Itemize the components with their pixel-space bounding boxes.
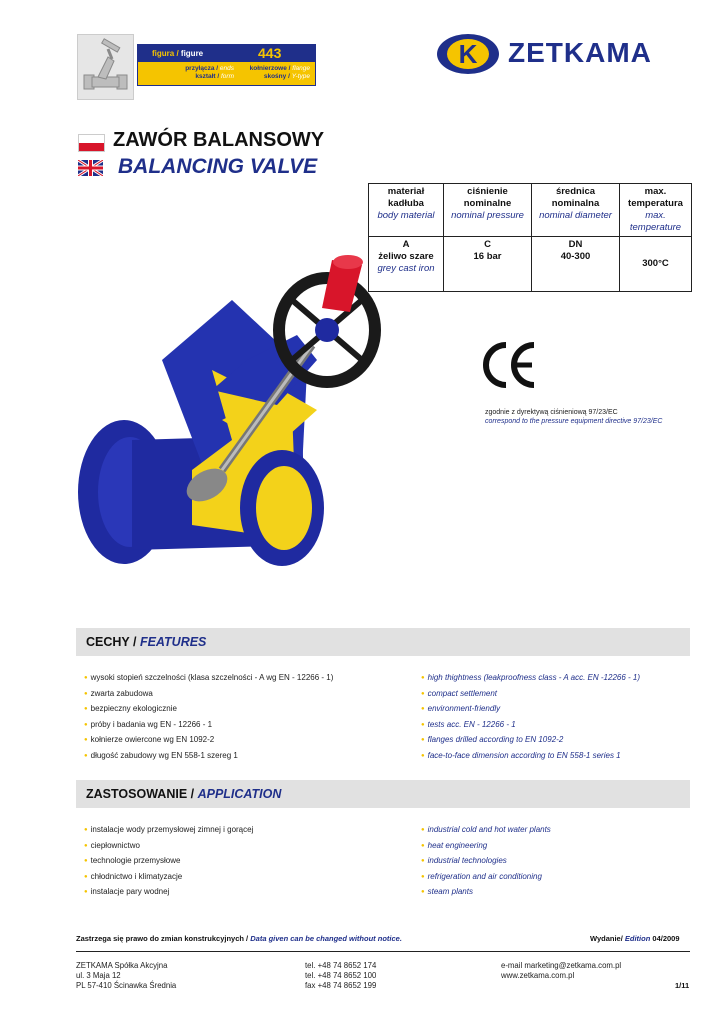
list-item: ● steam plants (421, 885, 551, 901)
list-item: ● tests acc. EN - 12266 - 1 (421, 718, 640, 734)
ends-form-values: kołnierzowe / flange skośny / Y-type (249, 65, 310, 80)
features-list-pl (84, 671, 333, 764)
balancing-valve-illustration (72, 240, 382, 570)
company-contact (501, 961, 621, 981)
polish-flag-icon (78, 134, 105, 152)
list-item: ● bezpieczny ekologicznie (84, 702, 333, 718)
figure-label: figura / figure (152, 49, 204, 58)
list-item: ● długość zabudowy wg EN 558-1 szereg 1 (84, 749, 333, 765)
figure-number: 443 (258, 45, 282, 61)
list-item: ● industrial technologies (421, 854, 551, 870)
specification-table (368, 183, 692, 292)
svg-text:K: K (458, 39, 478, 69)
page-title-en: BALANCING VALVE (118, 155, 318, 178)
ce-mark-icon (482, 341, 538, 389)
header-cell-temperature: max. temperatura max. temperature (620, 184, 692, 237)
page-number: 1/11 (675, 981, 690, 990)
disclaimer: Zastrzega się prawo do zmian konstrukcyjnych / Data given can be changed without notice. (76, 934, 402, 943)
list-item: ● heat engineering (421, 839, 551, 855)
list-item: ● compact settlement (421, 687, 640, 703)
product-thumbnail (77, 34, 134, 100)
zetkama-logo-icon (437, 34, 499, 74)
header-cell-diameter: średnica nominalna nominal diameter (532, 184, 620, 237)
list-item: ● technologie przemysłowe (84, 854, 253, 870)
list-item: ● face-to-face dimension according to EN 558-1 series 1 (421, 749, 640, 765)
list-item: ● chłodnictwo i klimatyzacje (84, 870, 253, 886)
email-link[interactable]: e-mail marketing@zetkama.com.pl (501, 961, 622, 970)
list-item: ● ciepłownictwo (84, 839, 253, 855)
list-item: ● refrigeration and air conditioning (421, 870, 551, 886)
figure-info-box (137, 44, 316, 86)
website-link[interactable]: www.zetkama.com.pl (501, 971, 575, 980)
list-item: ● instalacje wody przemysłowej zimnej i gorącej (84, 823, 253, 839)
list-item: ● flanges drilled according to EN 1092-2 (421, 733, 640, 749)
table-header-row (369, 184, 692, 237)
header-cell-pressure: ciśnienie nominalne nominal pressure (444, 184, 532, 237)
features-section-header: CECHY / FEATURES (76, 628, 690, 656)
ends-form-labels: przyłącza / ends kształt / form (185, 65, 234, 80)
list-item: ● environment-friendly (421, 702, 640, 718)
list-item: ● high thightness (leakproofness class - A acc. EN -12266 - 1) (421, 671, 640, 687)
application-list-en (421, 823, 551, 901)
application-section-header: ZASTOSOWANIE / APPLICATION (76, 780, 690, 808)
edition-info: Wydanie/ Edition 04/2009 (590, 934, 680, 943)
ce-note-en: correspond to the pressure equipment directive 97/23/EC (485, 418, 663, 425)
footer-divider (76, 951, 690, 952)
table-row (369, 237, 692, 292)
uk-flag-icon (78, 160, 103, 176)
company-address: ZETKAMA Spółka Akcyjna ul. 3 Maja 12 PL 57-410 Ścinawka Średnia (76, 961, 177, 990)
list-item: ● instalacje pary wodnej (84, 885, 253, 901)
list-item: ● wysoki stopień szczelności (klasa szczelności - A wg EN - 12266 - 1) (84, 671, 333, 687)
application-list-pl (84, 823, 253, 901)
features-list-en (421, 671, 640, 764)
company-phones: tel. +48 74 8652 174 tel. +48 74 8652 100 fax +48 74 8652 199 (305, 961, 377, 990)
cell-material: A żeliwo szare grey cast iron (369, 237, 444, 292)
cell-diameter: DN 40-300 (532, 237, 620, 292)
list-item: ● próby i badania wg EN - 12266 - 1 (84, 718, 333, 734)
list-item: ● industrial cold and hot water plants (421, 823, 551, 839)
list-item: ● zwarta zabudowa (84, 687, 333, 703)
ce-note-pl: zgodnie z dyrektywą ciśnieniową 97/23/EC (485, 409, 618, 416)
page-title-pl: ZAWÓR BALANSOWY (113, 129, 325, 151)
logo-text: ZETKAMA (508, 37, 652, 68)
cell-pressure: C 16 bar (444, 237, 532, 292)
list-item: ● kołnierze owiercone wg EN 1092-2 (84, 733, 333, 749)
header-cell-material: materiał kadłuba body material (369, 184, 444, 237)
cell-temperature: 300°C (620, 237, 692, 292)
